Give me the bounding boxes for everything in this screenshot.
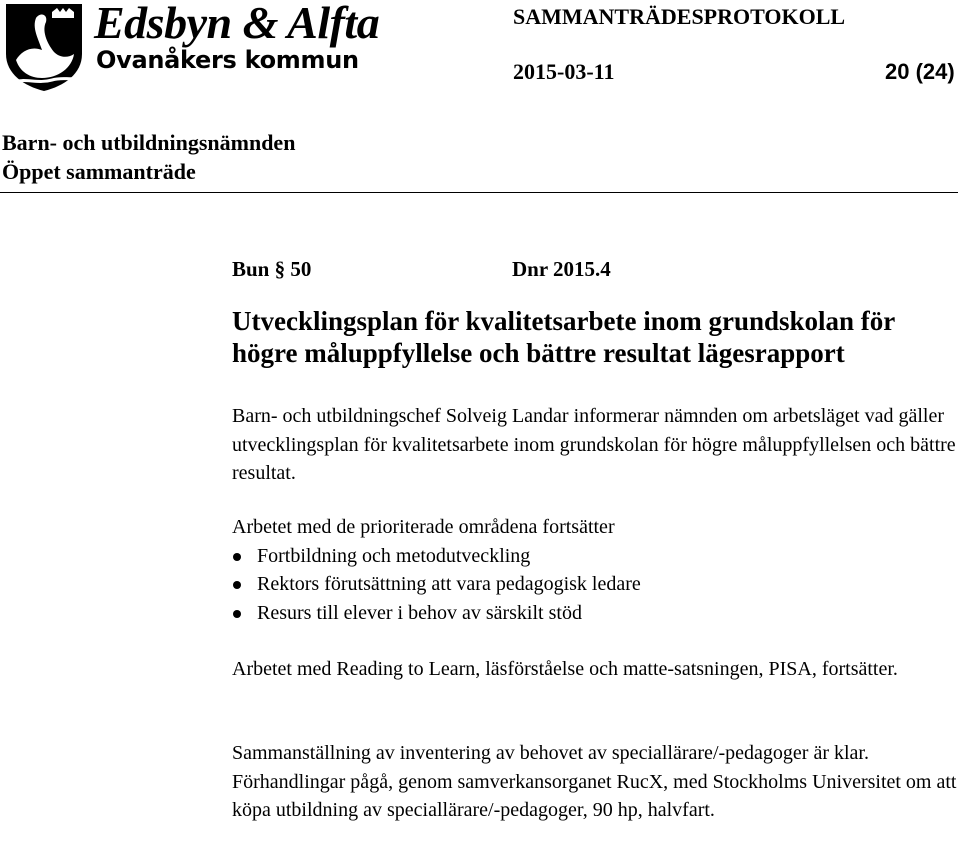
logo-subtitle: Ovanåkers kommun — [96, 46, 359, 74]
section-number: Bun § 50 — [232, 257, 312, 281]
bullet-icon — [233, 610, 241, 618]
municipality-logo — [2, 0, 380, 94]
inventory-paragraph: Sammanställning av inventering av behovet av speciallärare/-pedagoger är klar. Förhandlingar pågå, genom samverkansorganet RucX, med Stockholms Universitet om att köpa utbildning av speciallärare/-pedagoger, 90 hp, halvfart. — [232, 742, 957, 821]
priorities-list — [232, 542, 958, 628]
logo-title: Edsbyn & Alfta — [94, 0, 380, 48]
document-type: SAMMANTRÄDESPROTOKOLL — [513, 4, 846, 29]
list-item-text: Resurs till elever i behov av särskilt stöd — [257, 601, 582, 624]
list-item-text: Rektors förutsättning att vara pedagogisk ledare — [257, 573, 641, 595]
section-heading: Utvecklingsplan för kvalitetsarbete inom grundskolan för högre måluppfyllelse och bättre resultat lägesrapport — [232, 306, 895, 368]
list-item — [232, 599, 958, 628]
meeting-date: 2015-03-11 — [513, 59, 615, 84]
page-number: 20 (24) — [885, 59, 955, 84]
reading-paragraph: Arbetet med Reading to Learn, läsförståelse och matte-satsningen, PISA, fortsätter. — [232, 658, 898, 680]
list-item-text: Fortbildning och metodutveckling — [257, 544, 531, 567]
header-divider — [0, 192, 958, 193]
session-type: Öppet sammanträde — [2, 159, 196, 184]
diary-number: Dnr 2015.4 — [512, 257, 611, 281]
bullet-icon — [233, 553, 241, 561]
intro-paragraph: Barn- och utbildningschef Solveig Landar informerar nämnden om arbetsläget vad gäller utvecklingsplan för kvalitetsarbete inom grundskolan för högre måluppfyllelsen och bättre resultat. — [232, 405, 956, 484]
list-item — [232, 542, 958, 571]
priorities-block — [232, 513, 958, 627]
list-item — [232, 570, 958, 599]
swan-emblem-icon — [2, 2, 86, 92]
bullet-icon — [233, 581, 241, 589]
committee-name: Barn- och utbildningsnämnden — [2, 130, 296, 155]
priorities-lead: Arbetet med de prioriterade områdena fortsätter — [232, 516, 615, 538]
